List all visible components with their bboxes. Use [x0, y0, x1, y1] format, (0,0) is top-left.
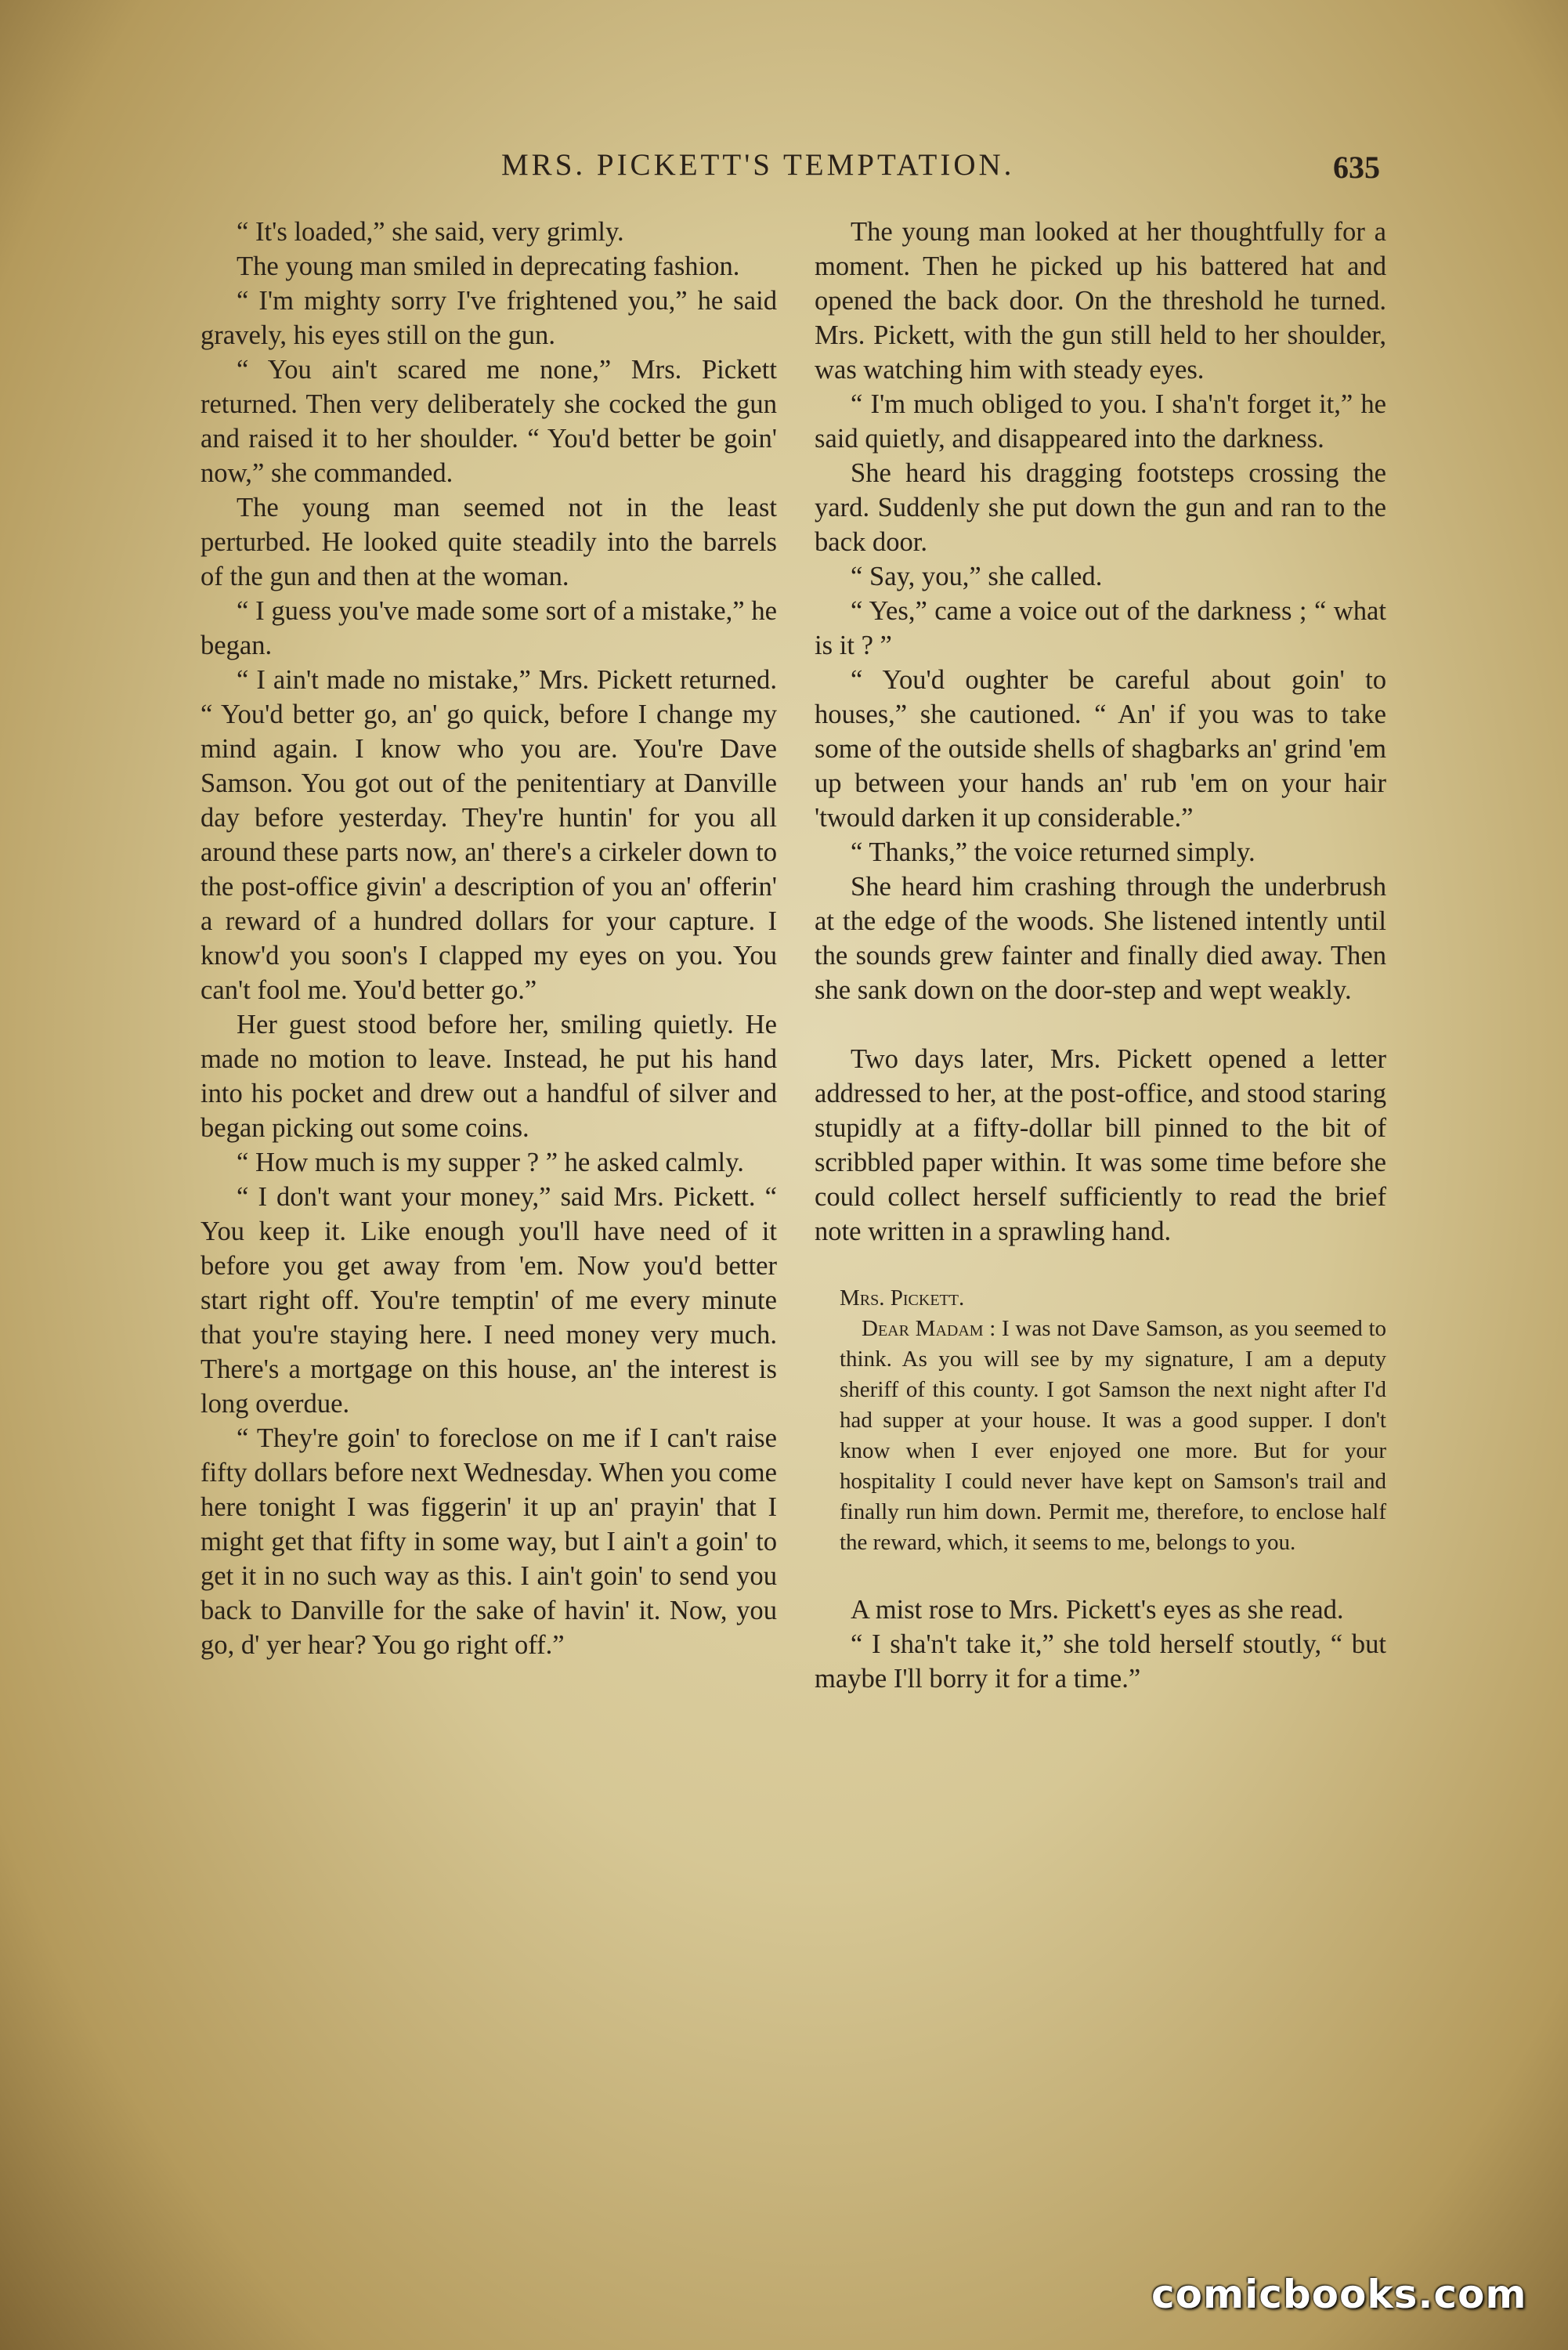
paragraph: “ How much is my supper ? ” he asked calmly.	[237, 1148, 744, 1177]
paragraph: A mist rose to Mrs. Pickett's eyes as she read.	[851, 1595, 1344, 1625]
paragraph: “ I ain't made no mistake,” Mrs. Pickett returned. “ You'd better go, an' go quick, before I change my mind again. I know who you are. You're Dave Samson. You got out of the penitentiary at Danville day before yesterday. They're huntin' for you all around these parts now, an' there's a cirkeler down to the post-office givin' a description of you an' offerin' a reward of a hundred dollars for your capture. I know'd you soon's I clapped my eyes on you. You can't fool me. You'd better go.”	[201, 665, 777, 1005]
letter-text: I was not Dave Samson, as you seemed to think. As you will see by my signature, I am a deputy sheriff of this county. I got Samson the next night after I'd had supper at your house. It was a good supper. I don't know when I ever enjoyed one more. But for your hospitality I could never have kept on Samson's trail and finally run him down. Permit me, therefore, to enclose half the reward, which, it seems to me, belongs to you.	[840, 1316, 1387, 1555]
paragraph: “ I don't want your money,” said Mrs. Pickett. “ You keep it. Like enough you'll have need of it before you get away from 'em. Now you'd better start right off. You're temptin' of me every minute that you're staying here. I need money very much. There's a mortgage on this house, an' the interest is long overdue.	[201, 1182, 777, 1419]
section-break	[815, 1558, 1386, 1593]
running-title: MRS. PICKETT'S TEMPTATION.	[501, 148, 1015, 182]
paragraph: “ I sha'n't take it,” she told herself stoutly, “ but maybe I'll borry it for a time.”	[815, 1629, 1386, 1694]
section-break	[815, 1249, 1386, 1283]
letter-body	[840, 1314, 1386, 1558]
paragraph: “ I'm much obliged to you. I sha'n't forget it,” he said quietly, and disappeared into the darkness.	[815, 389, 1386, 454]
left-column	[201, 215, 777, 1662]
paragraph: Her guest stood before her, smiling quietly. He made no motion to leave. Instead, he put his hand into his pocket and drew out a handful of silver and began picking out some coins.	[201, 1010, 777, 1143]
paragraph: “ Yes,” came a voice out of the darkness ; “ what is it ? ”	[815, 596, 1386, 660]
paragraph: “ You ain't scared me none,” Mrs. Pickett returned. Then very deliberately she cocked the gun and raised it to her shoulder. “ You'd better be goin' now,” she commanded.	[201, 355, 777, 488]
paragraph: “ It's loaded,” she said, very grimly.	[237, 217, 624, 247]
paragraph: Two days later, Mrs. Pickett opened a letter addressed to her, at the post-office, and stood staring stupidly at a fifty-dollar bill pinned to the bit of scribbled paper within. It was some time before she could collect herself sufficiently to read the brief note written in a sprawling hand.	[815, 1044, 1386, 1246]
letter	[840, 1283, 1386, 1558]
paragraph: The young man looked at her thoughtfully for a moment. Then he picked up his battered hat and opened the back door. On the threshold he turned. Mrs. Pickett, with the gun still held to her shoulder, was watching him with steady eyes.	[815, 217, 1386, 385]
paragraph: “ I'm mighty sorry I've frightened you,” he said gravely, his eyes still on the gun.	[201, 286, 777, 350]
paragraph: “ Thanks,” the voice returned simply.	[851, 837, 1255, 867]
watermark-logo: comicbooks.com	[1151, 2272, 1527, 2317]
paragraph: “ Say, you,” she called.	[851, 562, 1103, 591]
letter-salutation: Dear Madam :	[862, 1316, 996, 1341]
paragraph: “ I guess you've made some sort of a mistake,” he began.	[201, 596, 777, 660]
page-number: 635	[1333, 150, 1380, 185]
paragraph: “ You'd oughter be careful about goin' to houses,” she cautioned. “ An' if you was to take some of the outside shells of shagbarks an' grind 'em up between your hands an' rub 'em on your hair 'twould darken it up considerable.”	[815, 665, 1386, 833]
section-break	[815, 1007, 1386, 1042]
paragraph: The young man smiled in deprecating fashion.	[237, 251, 740, 281]
paragraph: The young man seemed not in the least perturbed. He looked quite steadily into the barrels of the gun and then at the woman.	[201, 493, 777, 591]
paragraph: She heard him crashing through the underbrush at the edge of the woods. She listened intently until the sounds grew fainter and finally died away. Then she sank down on the door-step and wept weakly.	[815, 872, 1386, 1005]
letter-addressee: Mrs. Pickett.	[840, 1285, 965, 1311]
right-column	[815, 215, 1386, 1696]
paragraph: “ They're goin' to foreclose on me if I can't raise fifty dollars before next Wednesday. When you come here tonight I was figgerin' it up an' prayin' that I might get that fifty in some way, but I ain't a goin' to get it in no such way as this. I ain't goin' to send you back to Danville for the sake of havin' it. Now, you go, d' yer hear? You go right off.”	[201, 1423, 777, 1660]
paragraph: She heard his dragging footsteps crossing the yard. Suddenly she put down the gun and ran to the back door.	[815, 458, 1386, 557]
